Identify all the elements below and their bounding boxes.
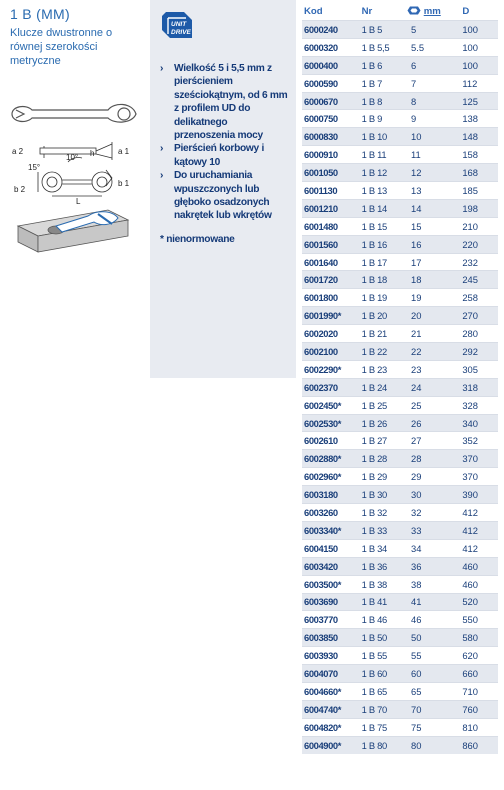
- cell-mm: 6: [407, 56, 462, 74]
- cell-d: 292: [462, 343, 498, 361]
- cell-mm: 65: [407, 682, 462, 700]
- cell-mm: 8: [407, 92, 462, 110]
- cell-d: 305: [462, 360, 498, 378]
- table-row: [302, 360, 498, 378]
- cell-nr: 1 B 20: [362, 307, 407, 325]
- cell-kod: 6001990*: [302, 307, 362, 325]
- table-row: [302, 593, 498, 611]
- table-row: [302, 665, 498, 683]
- cell-mm: 7: [407, 74, 462, 92]
- cell-d: 340: [462, 414, 498, 432]
- cell-mm: 33: [407, 521, 462, 539]
- cell-nr: 1 B 29: [362, 468, 407, 486]
- cell-mm: 32: [407, 504, 462, 522]
- cell-mm: 27: [407, 432, 462, 450]
- cell-d: 390: [462, 486, 498, 504]
- cell-mm: 34: [407, 539, 462, 557]
- cell-nr: 1 B 70: [362, 700, 407, 718]
- cell-mm: 5: [407, 21, 462, 39]
- cell-nr: 1 B 46: [362, 611, 407, 629]
- table-row: [302, 343, 498, 361]
- recessed-nut-illustration: [18, 210, 128, 252]
- cell-mm: 25: [407, 396, 462, 414]
- cell-kod: 6000320: [302, 38, 362, 56]
- cell-nr: 1 B 25: [362, 396, 407, 414]
- table-row: [302, 92, 498, 110]
- cell-mm: 36: [407, 557, 462, 575]
- table-row: [302, 521, 498, 539]
- column-header-mm: [407, 2, 462, 21]
- column-header-nr: Nr: [361, 5, 373, 17]
- table-row: [302, 235, 498, 253]
- cell-kod: 6002290*: [302, 360, 362, 378]
- cell-kod: 6001210: [302, 199, 362, 217]
- cell-d: 168: [462, 164, 498, 182]
- cell-kod: 6001560: [302, 235, 362, 253]
- table-row: [302, 736, 498, 753]
- cell-nr: 1 B 18: [362, 271, 407, 289]
- cell-kod: 6004900*: [302, 736, 362, 753]
- cell-d: 352: [462, 432, 498, 450]
- cell-mm: 55: [407, 647, 462, 665]
- cell-kod: 6001480: [302, 217, 362, 235]
- cell-nr: 1 B 27: [362, 432, 407, 450]
- label-b1: b 1: [118, 179, 130, 188]
- table-row: [302, 718, 498, 736]
- table-row: [302, 682, 498, 700]
- cell-d: 232: [462, 253, 498, 271]
- footnote-non-standard: * nienormowane: [160, 233, 235, 245]
- product-table: [302, 2, 498, 754]
- feature-text: Wielkość 5 i 5,5 mm z pierścieniem sześciokątnym, od 6 mm z profilem UD do delikatnego przenoszenia mocy: [174, 63, 288, 142]
- cell-kod: 6000830: [302, 128, 362, 146]
- logo-line1: UNIT: [171, 21, 187, 28]
- cell-nr: 1 B 17: [362, 253, 407, 271]
- table-row: [302, 539, 498, 557]
- cell-mm: 22: [407, 343, 462, 361]
- cell-d: 328: [462, 396, 498, 414]
- cell-mm: 12: [407, 164, 462, 182]
- table-row: [302, 557, 498, 575]
- cell-nr: 1 B 8: [362, 92, 407, 110]
- cell-nr: 1 B 38: [362, 575, 407, 593]
- cell-nr: 1 B 80: [362, 736, 407, 753]
- cell-kod: 6001800: [302, 289, 362, 307]
- cell-mm: 17: [407, 253, 462, 271]
- cell-mm: 41: [407, 593, 462, 611]
- cell-nr: 1 B 34: [362, 539, 407, 557]
- table-row: [302, 575, 498, 593]
- cell-d: 210: [462, 217, 498, 235]
- cell-mm: 15: [407, 217, 462, 235]
- table-row: [302, 199, 498, 217]
- column-header-mm-label: mm: [423, 5, 441, 17]
- cell-mm: 70: [407, 700, 462, 718]
- cell-d: 148: [462, 128, 498, 146]
- cell-nr: 1 B 41: [362, 593, 407, 611]
- cell-mm: 24: [407, 378, 462, 396]
- cell-d: 460: [462, 575, 498, 593]
- table-row: [302, 217, 498, 235]
- column-header-d: D: [462, 5, 470, 17]
- cell-d: 550: [462, 611, 498, 629]
- table-row: [302, 182, 498, 200]
- cell-nr: 1 B 21: [362, 325, 407, 343]
- cell-kod: 6003500*: [302, 575, 362, 593]
- table-row: [302, 414, 498, 432]
- cell-kod: 6002450*: [302, 396, 362, 414]
- cell-kod: 6001640: [302, 253, 362, 271]
- cell-d: 198: [462, 199, 498, 217]
- cell-kod: 6002880*: [302, 450, 362, 468]
- cell-nr: 1 B 12: [362, 164, 407, 182]
- cell-kod: 6000240: [302, 21, 362, 39]
- table-row: [302, 128, 498, 146]
- cell-d: 138: [462, 110, 498, 128]
- table-row: [302, 164, 498, 182]
- chevron-right-icon: ›: [160, 63, 164, 74]
- cell-nr: 1 B 6: [362, 56, 407, 74]
- cell-d: 710: [462, 682, 498, 700]
- cell-kod: 6003770: [302, 611, 362, 629]
- cell-kod: 6003340*: [302, 521, 362, 539]
- cell-kod: 6002960*: [302, 468, 362, 486]
- cell-nr: 1 B 16: [362, 235, 407, 253]
- cell-d: 860: [462, 736, 498, 753]
- cell-nr: 1 B 33: [362, 521, 407, 539]
- cell-nr: 1 B 24: [362, 378, 407, 396]
- table-row: [302, 110, 498, 128]
- hex-socket-icon: [407, 6, 421, 15]
- dimension-drawing: [38, 142, 112, 196]
- cell-d: 580: [462, 629, 498, 647]
- cell-kod: 6003850: [302, 629, 362, 647]
- cell-d: 220: [462, 235, 498, 253]
- cell-kod: 6000400: [302, 56, 362, 74]
- table-row: [302, 253, 498, 271]
- table-row: [302, 486, 498, 504]
- feature-text: Pierścień korbowy i kątowy 10: [174, 143, 264, 168]
- page-title: 1 B (MM): [10, 6, 70, 22]
- cell-d: 270: [462, 307, 498, 325]
- logo-line2: DRIVE: [171, 29, 191, 36]
- cell-mm: 9: [407, 110, 462, 128]
- table-row: [302, 432, 498, 450]
- cell-kod: 6001720: [302, 271, 362, 289]
- cell-d: 660: [462, 665, 498, 683]
- cell-d: 370: [462, 468, 498, 486]
- table-row: [302, 450, 498, 468]
- cell-mm: 16: [407, 235, 462, 253]
- table-row: [302, 378, 498, 396]
- label-l: L: [76, 197, 81, 206]
- cell-d: 810: [462, 718, 498, 736]
- cell-nr: 1 B 23: [362, 360, 407, 378]
- table-row: [302, 629, 498, 647]
- cell-kod: 6000910: [302, 146, 362, 164]
- table-row: [302, 325, 498, 343]
- cell-mm: 19: [407, 289, 462, 307]
- column-header-kod: Kod: [304, 5, 323, 17]
- table-row: [302, 21, 498, 39]
- cell-mm: 60: [407, 665, 462, 683]
- cell-nr: 1 B 55: [362, 647, 407, 665]
- cell-nr: 1 B 7: [362, 74, 407, 92]
- cell-mm: 28: [407, 450, 462, 468]
- cell-nr: 1 B 9: [362, 110, 407, 128]
- cell-mm: 20: [407, 307, 462, 325]
- label-b2: b 2: [14, 185, 26, 194]
- cell-kod: 6002530*: [302, 414, 362, 432]
- cell-mm: 26: [407, 414, 462, 432]
- table-row: [302, 611, 498, 629]
- table-row: [302, 307, 498, 325]
- cell-nr: 1 B 10: [362, 128, 407, 146]
- cell-d: 125: [462, 92, 498, 110]
- cell-d: 258: [462, 289, 498, 307]
- label-a1: a 1: [118, 147, 130, 156]
- cell-nr: 1 B 5,5: [362, 38, 407, 56]
- cell-d: 760: [462, 700, 498, 718]
- cell-kod: 6001130: [302, 182, 362, 200]
- cell-d: 280: [462, 325, 498, 343]
- table-row: [302, 289, 498, 307]
- cell-kod: 6003690: [302, 593, 362, 611]
- cell-nr: 1 B 28: [362, 450, 407, 468]
- cell-mm: 80: [407, 736, 462, 753]
- cell-kod: 6002020: [302, 325, 362, 343]
- cell-kod: 6003260: [302, 504, 362, 522]
- table-row: [302, 38, 498, 56]
- cell-nr: 1 B 13: [362, 182, 407, 200]
- cell-nr: 1 B 11: [362, 146, 407, 164]
- cell-mm: 14: [407, 199, 462, 217]
- cell-kod: 6002370: [302, 378, 362, 396]
- cell-mm: 10: [407, 128, 462, 146]
- wrench-side-view: [12, 104, 136, 122]
- table-row: [302, 271, 498, 289]
- features-list: [160, 62, 290, 246]
- cell-d: 370: [462, 450, 498, 468]
- cell-d: 112: [462, 74, 498, 92]
- cell-kod: 6002610: [302, 432, 362, 450]
- product-table-body: [302, 21, 498, 754]
- cell-d: 158: [462, 146, 498, 164]
- cell-kod: 6004820*: [302, 718, 362, 736]
- table-row: [302, 468, 498, 486]
- cell-d: 245: [462, 271, 498, 289]
- feature-text: Do uruchamiania wpuszczonych lub głęboko osadzonych nakrętek lub wkrętów: [174, 170, 272, 222]
- cell-nr: 1 B 65: [362, 682, 407, 700]
- label-angle-15: 15°: [28, 163, 41, 172]
- cell-mm: 38: [407, 575, 462, 593]
- feature-item: [160, 142, 290, 169]
- table-row: [302, 74, 498, 92]
- cell-mm: 50: [407, 629, 462, 647]
- cell-nr: 1 B 14: [362, 199, 407, 217]
- cell-mm: 18: [407, 271, 462, 289]
- cell-d: 100: [462, 38, 498, 56]
- cell-d: 620: [462, 647, 498, 665]
- cell-kod: 6004740*: [302, 700, 362, 718]
- cell-nr: 1 B 50: [362, 629, 407, 647]
- cell-kod: 6004070: [302, 665, 362, 683]
- cell-kod: 6004660*: [302, 682, 362, 700]
- cell-d: 412: [462, 504, 498, 522]
- cell-nr: 1 B 36: [362, 557, 407, 575]
- cell-nr: 1 B 60: [362, 665, 407, 683]
- table-header-row: [302, 2, 498, 21]
- cell-kod: 6001050: [302, 164, 362, 182]
- cell-d: 100: [462, 21, 498, 39]
- cell-nr: 1 B 32: [362, 504, 407, 522]
- label-angle-10: 10°: [66, 153, 79, 162]
- cell-nr: 1 B 15: [362, 217, 407, 235]
- cell-kod: 6004150: [302, 539, 362, 557]
- table-row: [302, 396, 498, 414]
- chevron-right-icon: ›: [160, 170, 164, 182]
- cell-kod: 6003420: [302, 557, 362, 575]
- cell-d: 520: [462, 593, 498, 611]
- cell-mm: 23: [407, 360, 462, 378]
- cell-mm: 46: [407, 611, 462, 629]
- cell-kod: 6003180: [302, 486, 362, 504]
- chevron-right-icon: ›: [160, 143, 164, 155]
- cell-kod: 6002100: [302, 343, 362, 361]
- cell-mm: 5.5: [407, 38, 462, 56]
- cell-d: 412: [462, 539, 498, 557]
- label-a2: a 2: [12, 147, 24, 156]
- page-subtitle: Klucze dwustronne o równej szerokości metryczne: [10, 27, 113, 67]
- cell-nr: 1 B 30: [362, 486, 407, 504]
- feature-item: [160, 62, 290, 142]
- table-row: [302, 647, 498, 665]
- cell-mm: 13: [407, 182, 462, 200]
- cell-nr: 1 B 22: [362, 343, 407, 361]
- cell-mm: 21: [407, 325, 462, 343]
- table-row: [302, 700, 498, 718]
- cell-mm: 75: [407, 718, 462, 736]
- cell-nr: 1 B 5: [362, 21, 407, 39]
- cell-kod: 6000750: [302, 110, 362, 128]
- cell-nr: 1 B 19: [362, 289, 407, 307]
- cell-kod: 6003930: [302, 647, 362, 665]
- cell-d: 185: [462, 182, 498, 200]
- cell-mm: 11: [407, 146, 462, 164]
- table-row: [302, 146, 498, 164]
- feature-item: [160, 169, 290, 223]
- cell-nr: 1 B 75: [362, 718, 407, 736]
- table-row: [302, 56, 498, 74]
- cell-nr: 1 B 26: [362, 414, 407, 432]
- cell-kod: 6000670: [302, 92, 362, 110]
- cell-d: 318: [462, 378, 498, 396]
- cell-d: 412: [462, 521, 498, 539]
- cell-kod: 6000590: [302, 74, 362, 92]
- label-h: h: [90, 149, 95, 158]
- cell-mm: 30: [407, 486, 462, 504]
- table-row: [302, 504, 498, 522]
- unit-drive-logo: [160, 10, 196, 42]
- cell-d: 460: [462, 557, 498, 575]
- wrench-diagram: [8, 96, 144, 266]
- cell-d: 100: [462, 56, 498, 74]
- cell-mm: 29: [407, 468, 462, 486]
